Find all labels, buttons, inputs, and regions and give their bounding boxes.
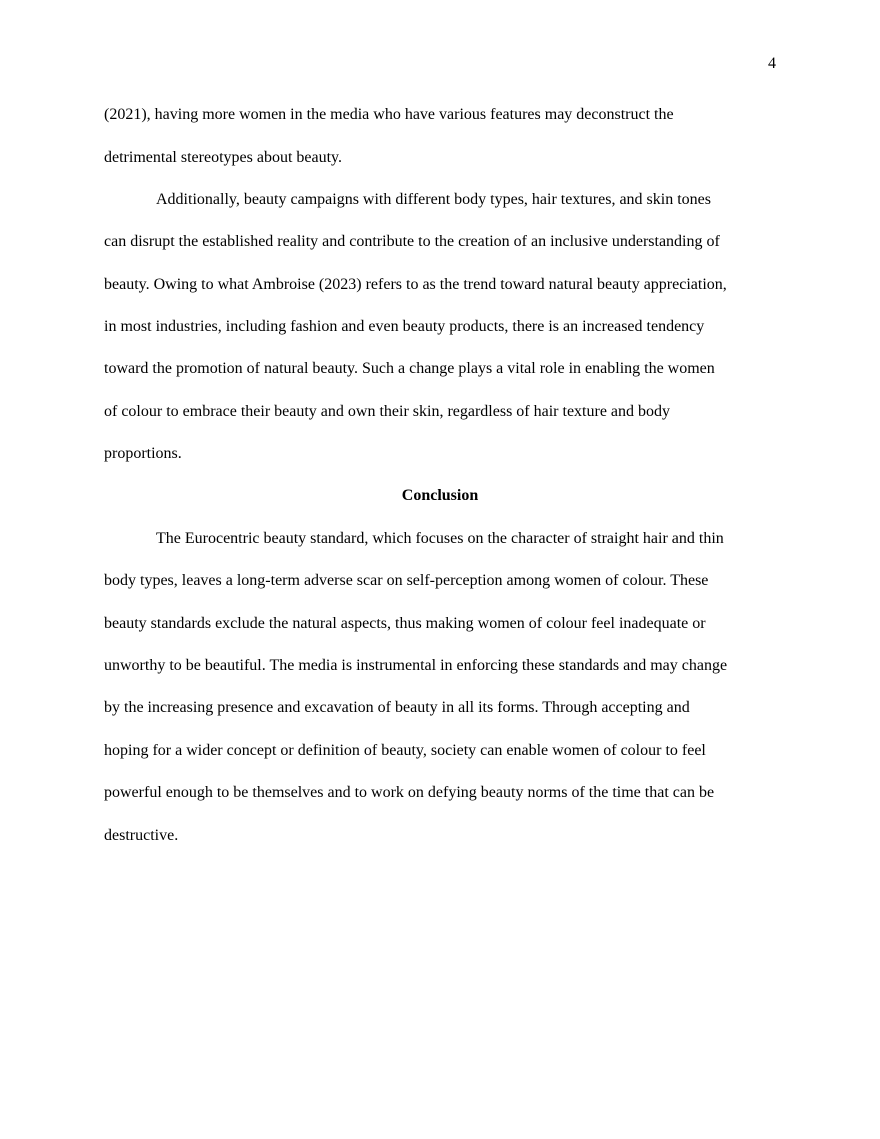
text-line: of colour to embrace their beauty and own their skin, regardless of hair texture and body: [104, 403, 671, 420]
text-line: by the increasing presence and excavation of beauty in all its forms. Through accepting and: [104, 699, 690, 716]
text-line: beauty standards exclude the natural aspects, thus making women of colour feel inadequate or: [104, 615, 706, 632]
text-line: destructive.: [104, 827, 179, 844]
text-line: powerful enough to be themselves and to work on defying beauty norms of the time that can be: [104, 784, 715, 801]
text-line: detrimental stereotypes about beauty.: [104, 149, 342, 166]
text-line: (2021), having more women in the media who have various features may deconstruct the: [104, 106, 674, 123]
text-line: toward the promotion of natural beauty. Such a change plays a vital role in enabling the women: [104, 360, 715, 377]
text-line: Additionally, beauty campaigns with different body types, hair textures, and skin tones: [156, 191, 711, 208]
text-line: in most industries, including fashion and even beauty products, there is an increased tendency: [104, 318, 705, 335]
text-line: can disrupt the established reality and contribute to the creation of an inclusive understanding of: [104, 233, 720, 250]
text-line: The Eurocentric beauty standard, which focuses on the character of straight hair and thin: [156, 530, 724, 547]
text-line: hoping for a wider concept or definition of beauty, society can enable women of colour to feel: [104, 742, 706, 759]
page-number: 4: [768, 55, 776, 72]
conclusion-heading: Conclusion: [401, 487, 479, 504]
text-line: body types, leaves a long-term adverse scar on self-perception among women of colour. These: [104, 572, 709, 589]
text-line: beauty. Owing to what Ambroise (2023) refers to as the trend toward natural beauty appreciation,: [104, 276, 727, 293]
text-line: proportions.: [104, 445, 182, 462]
text-line: unworthy to be beautiful. The media is instrumental in enforcing these standards and may change: [104, 657, 728, 674]
